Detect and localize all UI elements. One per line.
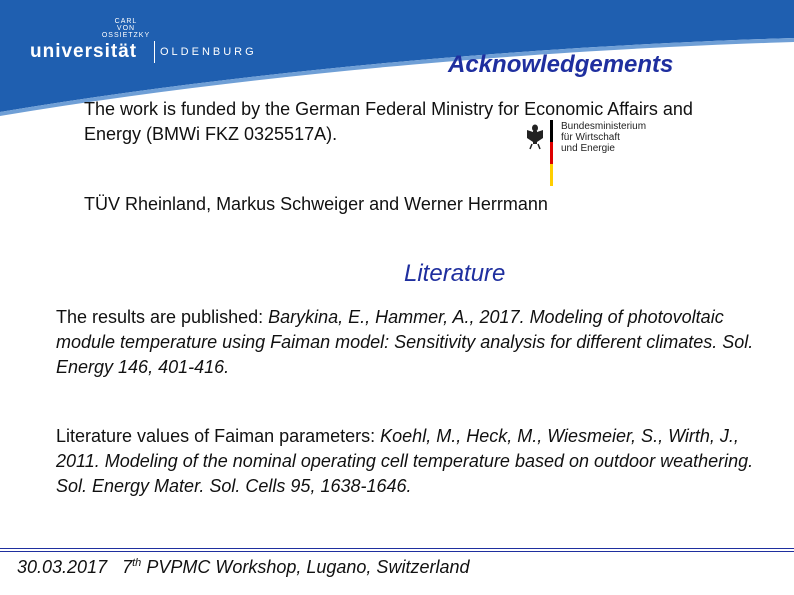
logo-line-1: CARL	[114, 18, 138, 25]
funding-text: The work is funded by the German Federal Ministry for Economic Affairs and Energy (BMWi FKZ 0325517A).	[84, 99, 693, 144]
literature-1-citation: Barykina, E., Hammer, A., 2017. Modeling of photovoltaic module temperature using Faiman model: Sensitivity analysis for different climates. Sol. Energy 146, 401-416.	[56, 307, 754, 377]
logo-divider	[154, 41, 155, 63]
logo-line-3: OSSIETZKY	[101, 32, 151, 39]
ministry-name	[561, 121, 646, 154]
footer-event: PVPMC Workshop, Lugano, Switzerland	[146, 557, 470, 577]
footer-ordinal-suffix: th	[132, 557, 142, 569]
footer-divider-2	[0, 551, 794, 552]
literature-title: Literature	[404, 260, 506, 287]
literature-1-prefix: The results are published:	[56, 307, 269, 327]
footer-date: 30.03.2017	[17, 557, 108, 577]
university-logo	[30, 18, 257, 68]
footer	[17, 557, 469, 578]
literature-paragraph-1	[56, 305, 786, 380]
literature-2-citation: Koehl, M., Heck, M., Wiesmeier, S., Wirth, J., 2011. Modeling of the nominal operating cell temperature based on outdoor weathering. Sol. Energy Mater. Sol. Cells 95, 1638-1646.	[56, 426, 754, 496]
footer-ordinal-number: 7	[122, 557, 133, 577]
logo-city: OLDENBURG	[160, 46, 257, 58]
ministry-line-3: und Energie	[561, 143, 615, 154]
thanks-text: TÜV Rheinland, Markus Schweiger and Werner Herrmann	[84, 194, 548, 214]
logo-line-2: VON	[116, 25, 136, 32]
ministry-line-2: für Wirtschaft	[561, 132, 620, 143]
german-flag-bar	[550, 120, 553, 186]
footer-divider	[0, 548, 794, 549]
logo-small-text	[96, 18, 156, 39]
eagle-icon	[525, 122, 545, 150]
acknowledgements-title: Acknowledgements	[448, 51, 674, 78]
logo-university: universität	[30, 41, 138, 62]
literature-paragraph-2	[56, 424, 786, 499]
ministry-line-1: Bundesministerium	[561, 121, 647, 132]
literature-2-prefix: Literature values of Faiman parameters:	[56, 426, 381, 446]
ministry-logo	[525, 120, 665, 188]
